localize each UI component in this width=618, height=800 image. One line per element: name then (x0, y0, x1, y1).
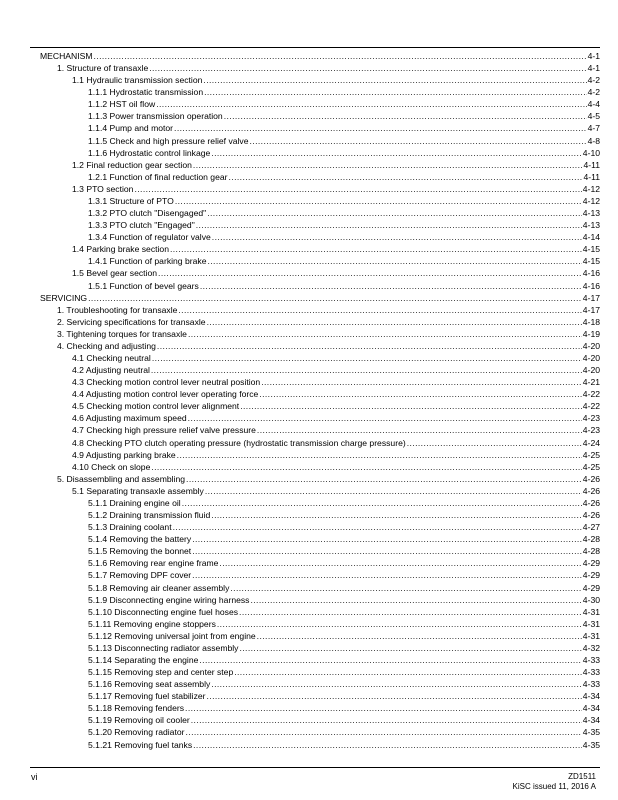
toc-entry-title: 5.1.8 Removing air cleaner assembly (88, 582, 230, 593)
toc-entry-page: 4-8 (587, 135, 600, 146)
toc-entry[interactable] (40, 293, 600, 304)
toc-entry-page: 4-14 (582, 232, 600, 243)
toc-entry-page: 4-26 (582, 497, 600, 508)
toc-entry-page: 4-17 (582, 304, 600, 315)
toc-entry-title: 1. Troubleshooting for transaxle (57, 304, 178, 315)
toc-dot-leader (192, 534, 582, 545)
toc-dot-leader (193, 160, 583, 171)
toc-dot-leader (175, 196, 582, 207)
toc-entry-title: 4.10 Check on slope (72, 461, 151, 472)
toc-entry-title: 5.1.21 Removing fuel tanks (88, 739, 193, 750)
toc-entry-title: 1.1.6 Hydrostatic control linkage (88, 147, 211, 158)
toc-entry-title: 5.1.15 Removing step and center step (88, 667, 234, 678)
toc-entry-page: 4-22 (582, 401, 600, 412)
page-number: vi (31, 772, 38, 782)
toc-entry-page: 4-28 (582, 546, 600, 557)
toc-entry-page: 4-1 (587, 63, 600, 74)
toc-entry-page: 4-18 (582, 316, 600, 327)
toc-entry-page: 4-31 (582, 618, 600, 629)
toc-dot-leader (257, 631, 582, 642)
toc-entry-page: 4-13 (582, 208, 600, 219)
issue-info: KiSC issued 11, 2016 A (512, 782, 596, 791)
toc-entry-page: 4-34 (582, 703, 600, 714)
toc-dot-leader (173, 522, 582, 533)
toc-entry[interactable] (88, 196, 600, 207)
toc-entry[interactable] (88, 667, 600, 678)
toc-entry[interactable] (57, 329, 600, 340)
toc-entry-page: 4-4 (587, 99, 600, 110)
toc-entry[interactable] (72, 244, 600, 255)
toc-entry-title: 5.1.11 Removing engine stoppers (88, 618, 216, 629)
toc-entry-page: 4-28 (582, 534, 600, 545)
toc-dot-leader (158, 268, 582, 279)
toc-entry[interactable] (88, 148, 600, 159)
toc-entry[interactable] (40, 51, 600, 62)
toc-entry-title: 5. Disassembling and assembling (57, 473, 186, 484)
toc-entry[interactable] (57, 341, 600, 352)
toc-dot-leader (224, 111, 587, 122)
toc-entry[interactable] (88, 703, 600, 714)
toc-entry[interactable] (88, 172, 600, 183)
toc-entry[interactable] (88, 679, 600, 690)
toc-dot-leader (207, 317, 582, 328)
toc-dot-leader (239, 607, 582, 618)
toc-entry-title: 5.1.6 Removing rear engine frame (88, 558, 219, 569)
toc-entry[interactable] (72, 160, 600, 171)
toc-entry[interactable] (88, 220, 600, 231)
toc-entry-page: 4-29 (582, 582, 600, 593)
toc-entry[interactable] (88, 123, 600, 134)
toc-entry[interactable] (72, 365, 600, 376)
toc-dot-leader (151, 462, 581, 473)
toc-entry-page: 4-5 (587, 111, 600, 122)
toc-entry-page: 4-11 (583, 171, 600, 182)
toc-entry-page: 4-17 (582, 292, 600, 303)
toc-dot-leader (188, 329, 582, 340)
toc-dot-leader (205, 486, 582, 497)
toc-dot-leader (407, 438, 582, 449)
toc-dot-leader (204, 87, 586, 98)
toc-entry[interactable] (72, 450, 600, 461)
toc-entry[interactable] (88, 498, 600, 509)
toc-entry-page: 4-26 (582, 510, 600, 521)
toc-entry[interactable] (88, 256, 600, 267)
toc-entry[interactable] (88, 510, 600, 521)
toc-entry-page: 4-33 (582, 667, 600, 678)
toc-dot-leader (203, 75, 586, 86)
toc-dot-leader (182, 498, 582, 509)
toc-dot-leader (217, 619, 582, 630)
toc-dot-leader (134, 184, 581, 195)
toc-entry[interactable] (88, 111, 600, 122)
toc-entry-page: 4-29 (582, 558, 600, 569)
toc-dot-leader (188, 413, 582, 424)
toc-entry-page: 4-33 (582, 655, 600, 665)
toc-dot-leader (151, 365, 582, 376)
toc-entry[interactable] (57, 305, 600, 316)
toc-entry-title: 4.8 Checking PTO clutch operating pressure (hydrostatic transmission charge pressure) (72, 437, 406, 448)
toc-entry-page: 4-30 (582, 594, 600, 605)
toc-entry-page: 4-12 (582, 183, 600, 194)
toc-entry[interactable] (88, 522, 600, 533)
toc-entry-page: 4-25 (582, 461, 600, 472)
toc-dot-leader (185, 703, 582, 714)
toc-dot-leader (191, 715, 582, 726)
toc-entry[interactable] (72, 438, 600, 449)
toc-entry-title: 5.1.14 Separating the engine (88, 655, 199, 665)
toc-dot-leader (250, 595, 581, 606)
toc-dot-leader (259, 389, 581, 400)
toc-entry-title: 1.3.3 PTO clutch "Engaged" (88, 220, 195, 231)
toc-dot-leader (211, 510, 582, 521)
toc-entry-page: 4-21 (582, 377, 600, 388)
toc-entry[interactable] (88, 619, 600, 630)
toc-entry[interactable] (88, 87, 600, 98)
toc-entry-page: 4-15 (582, 244, 600, 255)
toc-entry[interactable] (88, 281, 600, 292)
toc-dot-leader (174, 123, 587, 134)
toc-entry[interactable] (72, 413, 600, 424)
toc-entry-title: 5.1.16 Removing seat assembly (88, 679, 211, 690)
toc-dot-leader (212, 232, 582, 243)
toc-entry-title: 1. Structure of transaxle (57, 63, 149, 74)
toc-entry-page: 4-22 (582, 389, 600, 400)
toc-entry-title: 4.6 Adjusting maximum speed (72, 413, 187, 424)
toc-entry[interactable] (88, 595, 600, 606)
toc-entry-page: 4-20 (582, 365, 600, 376)
toc-entry-page: 4-31 (582, 630, 600, 641)
toc-entry-title: 1.2 Final reduction gear section (72, 159, 192, 170)
toc-entry-title: 4.4 Adjusting motion control lever operating force (72, 389, 259, 400)
toc-entry-page: 4-20 (582, 340, 600, 351)
toc-entry[interactable] (72, 75, 600, 86)
toc-entry-page: 4-15 (582, 256, 600, 267)
toc-entry[interactable] (88, 607, 600, 618)
toc-entry[interactable] (88, 631, 600, 642)
toc-entry-title: 1.5 Bevel gear section (72, 268, 158, 279)
toc-entry[interactable] (57, 63, 600, 74)
toc-dot-leader (193, 740, 582, 751)
toc-dot-leader (186, 727, 582, 738)
toc-dot-leader (88, 293, 582, 304)
toc-entry-title: MECHANISM (40, 51, 93, 61)
toc-entry-title: 5.1.9 Disconnecting engine wiring harness (88, 594, 250, 605)
toc-entry-title: 4.3 Checking motion control lever neutral position (72, 377, 261, 388)
toc-dot-leader (207, 256, 581, 267)
toc-dot-leader (211, 679, 582, 690)
header-rule (30, 47, 600, 48)
toc-entry-page: 4-24 (582, 437, 600, 448)
toc-entry[interactable] (72, 462, 600, 473)
toc-entry-page: 4-27 (582, 522, 600, 533)
toc-entry-title: 5.1.10 Disconnecting engine fuel hoses (88, 606, 239, 617)
toc-entry[interactable] (88, 691, 600, 702)
toc-entry[interactable] (72, 425, 600, 436)
toc-dot-leader (152, 353, 582, 364)
toc-entry-title: 1.1.2 HST oil flow (88, 99, 156, 110)
toc-entry-page: 4-29 (582, 570, 600, 581)
toc-dot-leader (94, 51, 587, 62)
toc-entry-title: 4.2 Adjusting neutral (72, 365, 150, 376)
toc-dot-leader (239, 643, 581, 654)
toc-entry-title: 1.1 Hydraulic transmission section (72, 75, 203, 86)
toc-entry[interactable] (72, 389, 600, 400)
toc-dot-leader (229, 172, 583, 183)
toc-entry[interactable] (72, 184, 600, 195)
toc-dot-leader (234, 667, 582, 678)
toc-entry[interactable] (88, 534, 600, 545)
toc-dot-leader (156, 99, 586, 110)
toc-dot-leader (178, 305, 581, 316)
toc-entry-title: 5.1.4 Removing the battery (88, 534, 192, 545)
toc-entry-title: 4. Checking and adjusting (57, 340, 156, 351)
toc-entry-page: 4-34 (582, 691, 600, 702)
toc-entry-page: 4-10 (582, 147, 600, 158)
toc-entry-title: 5.1.5 Removing the bonnet (88, 546, 192, 557)
toc-entry-page: 4-34 (582, 715, 600, 726)
toc-entry-title: 1.1.5 Check and high pressure relief valve (88, 135, 249, 146)
toc-entry[interactable] (57, 317, 600, 328)
toc-entry-page: 4-7 (587, 123, 600, 134)
toc-entry[interactable] (88, 655, 600, 666)
toc-entry-title: 4.7 Checking high pressure relief valve pressure (72, 425, 256, 436)
toc-entry-title: 3. Tightening torques for transaxle (57, 328, 187, 339)
toc-entry-page: 4-31 (582, 606, 600, 617)
toc-dot-leader (230, 583, 581, 594)
toc-entry-title: 5.1.19 Removing oil cooler (88, 715, 190, 726)
toc-entry-page: 4-32 (582, 642, 600, 653)
toc-dot-leader (149, 63, 586, 74)
toc-entry[interactable] (72, 486, 600, 497)
toc-entry[interactable] (57, 474, 600, 485)
footer-doc-info (513, 772, 596, 792)
toc-entry-title: 2. Servicing specifications for transaxle (57, 316, 206, 327)
toc-entry-title: 5.1.12 Removing universal joint from engine (88, 630, 256, 641)
toc-entry[interactable] (88, 583, 600, 594)
toc-entry-page: 4-13 (582, 220, 600, 231)
toc-entry-page: 4-16 (582, 268, 600, 279)
toc-entry[interactable] (72, 401, 600, 412)
toc-dot-leader (261, 377, 582, 388)
toc-entry-title: 5.1 Separating transaxle assembly (72, 485, 204, 496)
toc-entry[interactable] (72, 268, 600, 279)
toc-entry-title: 1.2.1 Function of final reduction gear (88, 171, 228, 182)
toc-entry-title: 5.1.17 Removing fuel stabilizer (88, 691, 206, 702)
toc-dot-leader (196, 220, 582, 231)
toc-entry-title: 5.1.18 Removing fenders (88, 703, 185, 714)
toc-entry[interactable] (72, 353, 600, 364)
toc-entry-page: 4-11 (583, 159, 600, 170)
toc-dot-leader (240, 401, 582, 412)
toc-dot-leader (157, 341, 582, 352)
toc-entry-page: 4-12 (582, 195, 600, 206)
toc-entry-title: 1.3 PTO section (72, 183, 134, 194)
toc-dot-leader (177, 450, 582, 461)
toc-entry-page: 4-2 (587, 75, 600, 86)
toc-entry[interactable] (88, 740, 600, 751)
footer-rule (30, 767, 600, 768)
toc-entry-title: 5.1.2 Draining transmission fluid (88, 510, 211, 521)
toc-entry[interactable] (88, 570, 600, 581)
toc-entry-title: 1.3.4 Function of regulator valve (88, 232, 211, 243)
toc-entry-page: 4-26 (582, 485, 600, 496)
toc-entry-title: 4.9 Adjusting parking brake (72, 449, 176, 460)
toc-entry[interactable] (88, 546, 600, 557)
toc-entry-title: 5.1.20 Removing radiator (88, 727, 185, 738)
doc-code: ZD1511 (568, 772, 596, 781)
toc-entry-title: 5.1.7 Removing DPF cover (88, 570, 192, 581)
toc-entry-title: 1.1.1 Hydrostatic transmission (88, 87, 204, 98)
toc-entry[interactable] (88, 643, 600, 654)
toc-entry-title: 1.3.2 PTO clutch "Disengaged" (88, 208, 207, 219)
toc-entry-page: 4-20 (582, 353, 600, 363)
toc-entry-title: 1.5.1 Function of bevel gears (88, 280, 199, 291)
toc-entry[interactable] (88, 99, 600, 110)
toc-entry-title: SERVICING (40, 292, 88, 303)
toc-entry-page: 4-35 (582, 727, 600, 738)
toc-entry-page: 4-16 (582, 280, 600, 291)
toc-entry-title: 4.1 Checking neutral (72, 353, 151, 363)
toc-dot-leader (207, 208, 582, 219)
toc-entry[interactable] (88, 558, 600, 569)
toc-entry-title: 4.5 Checking motion control lever alignment (72, 401, 240, 412)
toc-entry[interactable] (88, 715, 600, 726)
toc-entry-title: 5.1.13 Disconnecting radiator assembly (88, 642, 239, 653)
toc-dot-leader (192, 546, 582, 557)
toc-dot-leader (211, 148, 582, 159)
toc-dot-leader (257, 425, 582, 436)
toc-dot-leader (200, 281, 582, 292)
toc-dot-leader (207, 691, 582, 702)
toc-entry-title: 1.4 Parking brake section (72, 244, 169, 255)
toc-entry[interactable] (88, 727, 600, 738)
toc-entry-title: 5.1.1 Draining engine oil (88, 497, 181, 508)
toc-entry-title: 1.3.1 Structure of PTO (88, 195, 174, 206)
toc-dot-leader (170, 244, 582, 255)
toc-entry-page: 4-26 (582, 473, 600, 484)
toc-entry-page: 4-19 (582, 328, 600, 339)
toc-entry-title: 5.1.3 Draining coolant (88, 522, 172, 533)
toc-entry-page: 4-33 (582, 679, 600, 690)
toc-dot-leader (199, 655, 581, 666)
toc-entry-page: 4-25 (582, 449, 600, 460)
toc-entry-title: 1.1.4 Pump and motor (88, 123, 174, 134)
toc-entry-page: 4-35 (582, 739, 600, 750)
toc-entry-title: 1.1.3 Power transmission operation (88, 111, 223, 122)
toc-dot-leader (186, 474, 582, 485)
toc-dot-leader (250, 136, 587, 147)
toc-entry-page: 4-23 (582, 425, 600, 436)
toc-dot-leader (219, 558, 581, 569)
toc-entry[interactable] (88, 232, 600, 243)
toc-entry[interactable] (72, 377, 600, 388)
toc-entry-page: 4-1 (587, 51, 600, 61)
toc-entry-page: 4-2 (587, 87, 600, 98)
toc-entry[interactable] (88, 136, 600, 147)
toc-entry[interactable] (88, 208, 600, 219)
toc-entry-title: 1.4.1 Function of parking brake (88, 256, 207, 267)
toc-entry-page: 4-23 (582, 413, 600, 424)
toc-dot-leader (192, 570, 582, 581)
